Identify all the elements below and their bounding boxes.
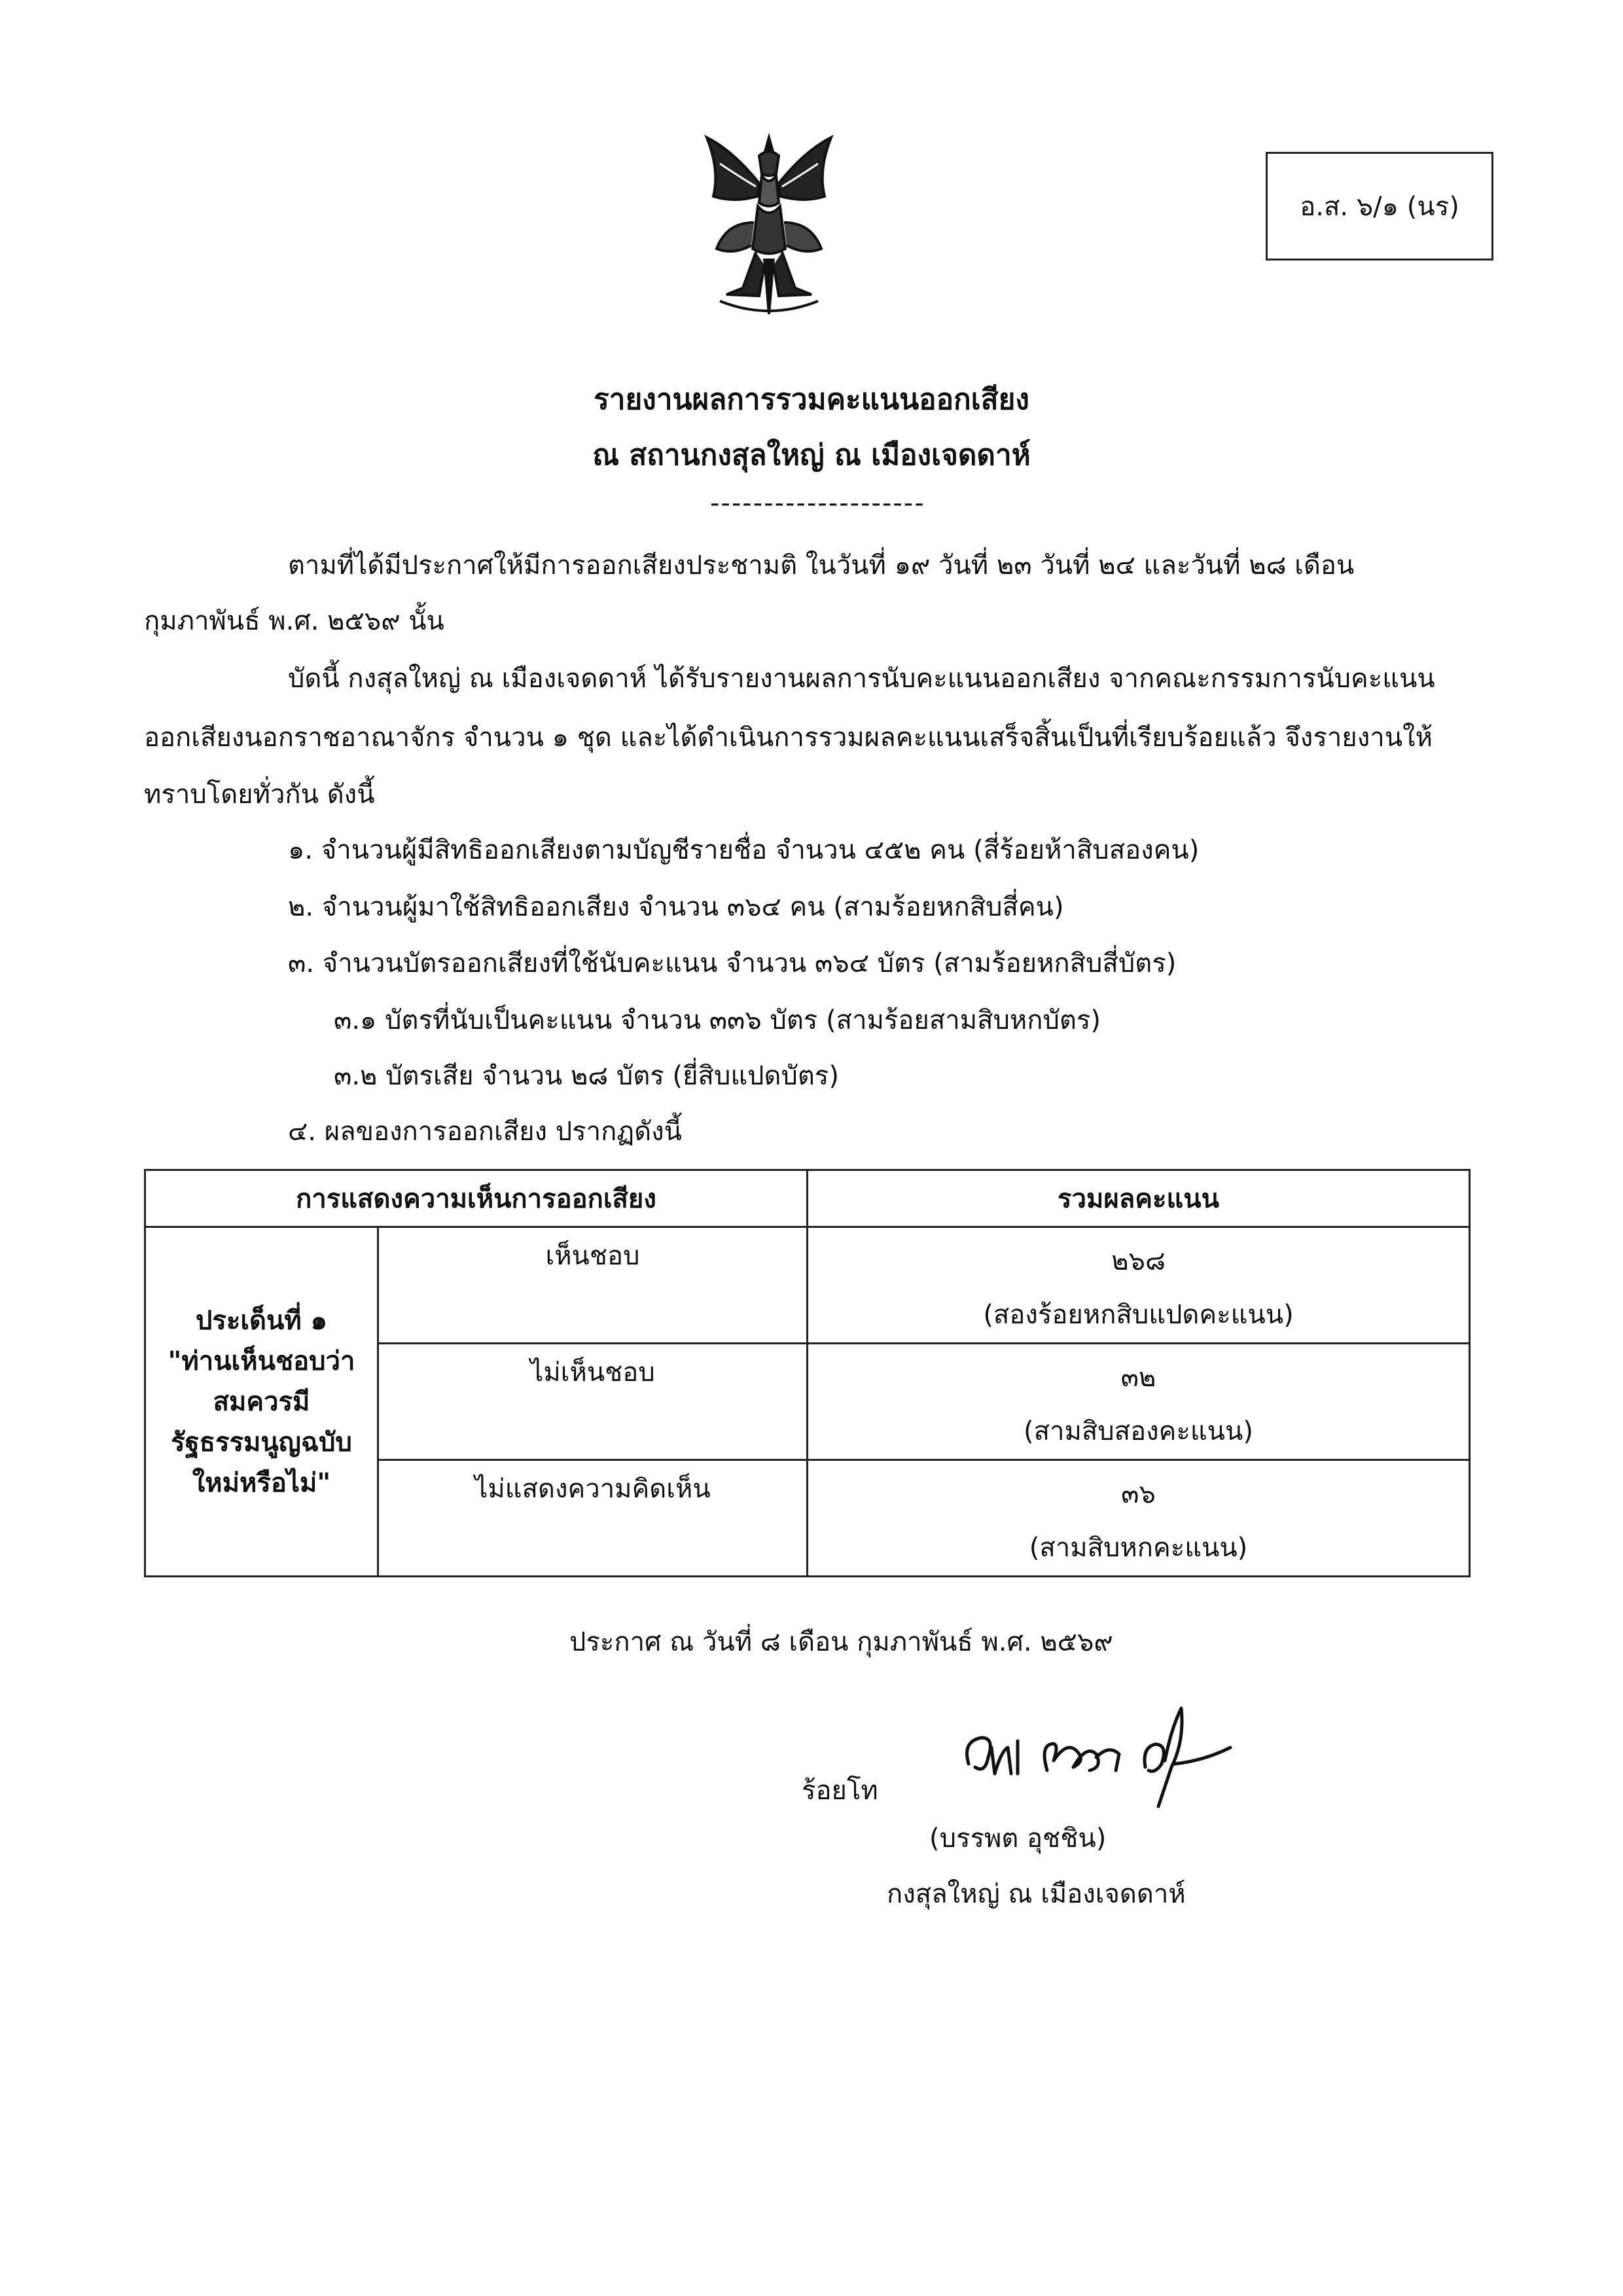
score-words: (สามสิบสองคะแนน) [1024, 1416, 1253, 1446]
paragraph-2-line-3: ทราบโดยทั่วกัน ดังนี้ [144, 780, 375, 810]
list-item: ๓. จำนวนบัตรออกเสียงที่ใช้นับคะแนน จำนวน ๓๖๔ บัตร (สามร้อยหกสิบสี่บัตร) [288, 948, 1177, 978]
score-cell [808, 1344, 1470, 1460]
score-number: ๓๖ [1121, 1479, 1156, 1509]
score-cell [808, 1227, 1470, 1344]
title-separator: -------------------- [710, 488, 925, 518]
referendum-question [145, 1227, 378, 1577]
list-item: ๓.๑ บัตรที่นับเป็นคะแนน จำนวน ๓๓๖ บัตร (สามร้อยสามสิบหกบัตร) [334, 1005, 1101, 1035]
table-header-total: รวมผลคะแนน [808, 1170, 1470, 1227]
document-title: รายงานผลการรวมคะแนนออกเสียง [594, 383, 1029, 416]
paragraph-2-line-1: บัดนี้ กงสุลใหญ่ ณ เมืองเจดดาห์ ได้รับรายงานผลการนับคะแนนออกเสียง จากคณะกรรมการนับคะแนน [288, 664, 1435, 694]
document-subtitle: ณ สถานกงสุลใหญ่ ณ เมืองเจดดาห์ [592, 439, 1031, 472]
score-words: (สามสิบหกคะแนน) [1029, 1533, 1248, 1563]
signer-rank: ร้อยโท [802, 1776, 878, 1806]
paragraph-2-line-2: ออกเสียงนอกราชอาณาจักร จำนวน ๑ ชุด และได้ดำเนินการรวมผลคะแนนเสร็จสิ้นเป็นที่เรียบร้อยแล้ว จึงรายงานให้ [144, 723, 1433, 753]
announcement-date: ประกาศ ณ วันที่ ๘ เดือน กุมภาพันธ์ พ.ศ. ๒๕๖๙ [569, 1627, 1113, 1657]
question-line: ใหม่หรือไม่" [192, 1467, 331, 1498]
table-row [145, 1227, 1470, 1344]
list-item: ๓.๒ บัตรเสีย จำนวน ๒๘ บัตร (ยี่สิบแปดบัตร) [334, 1061, 839, 1091]
form-code-box [1266, 152, 1493, 260]
paragraph-1-line-2: กุมภาพันธ์ พ.ศ. ๒๕๖๙ นั้น [144, 606, 444, 636]
table-header-opinion: การแสดงความเห็นการออกเสียง [145, 1170, 808, 1227]
list-item: ๑. จำนวนผู้มีสิทธิออกเสียงตามบัญชีรายชื่อ จำนวน ๔๕๒ คน (สี่ร้อยห้าสิบสองคน) [288, 835, 1200, 865]
question-line: รัฐธรรมนูญฉบับ [171, 1427, 352, 1458]
option-disapprove: ไม่เห็นชอบ [378, 1344, 808, 1460]
question-line: "ท่านเห็นชอบว่า [168, 1346, 355, 1376]
option-approve: เห็นชอบ [378, 1227, 808, 1344]
signer-position: กงสุลใหญ่ ณ เมืองเจดดาห์ [887, 1879, 1186, 1909]
handwritten-signature [955, 1702, 1257, 1813]
score-words: (สองร้อยหกสิบแปดคะแนน) [983, 1300, 1294, 1330]
score-number: ๓๒ [1120, 1363, 1156, 1393]
question-line: สมควรมี [213, 1386, 310, 1417]
list-item: ๒. จำนวนผู้มาใช้สิทธิออกเสียง จำนวน ๓๖๔ คน (สามร้อยหกสิบสี่คน) [288, 892, 1064, 922]
score-cell [808, 1460, 1470, 1577]
table-header-row [145, 1170, 1470, 1227]
form-code: อ.ส. ๖/๑ (นร) [1300, 192, 1459, 222]
option-no-opinion: ไม่แสดงความคิดเห็น [378, 1460, 808, 1577]
list-item: ๔. ผลของการออกเสียง ปรากฏดังนี้ [288, 1117, 683, 1147]
signer-name: (บรรพต อุชชิน) [929, 1823, 1107, 1854]
garuda-emblem-icon [681, 124, 857, 327]
paragraph-1-line-1: ตามที่ได้มีประกาศให้มีการออกเสียงประชามติ ในวันที่ ๑๙ วันที่ ๒๓ วันที่ ๒๔ และวันที่ ๒๘ เดือน [288, 550, 1355, 581]
score-number: ๒๖๘ [1111, 1246, 1166, 1276]
question-line: ประเด็นที่ ๑ [195, 1305, 328, 1336]
results-table [144, 1169, 1471, 1577]
